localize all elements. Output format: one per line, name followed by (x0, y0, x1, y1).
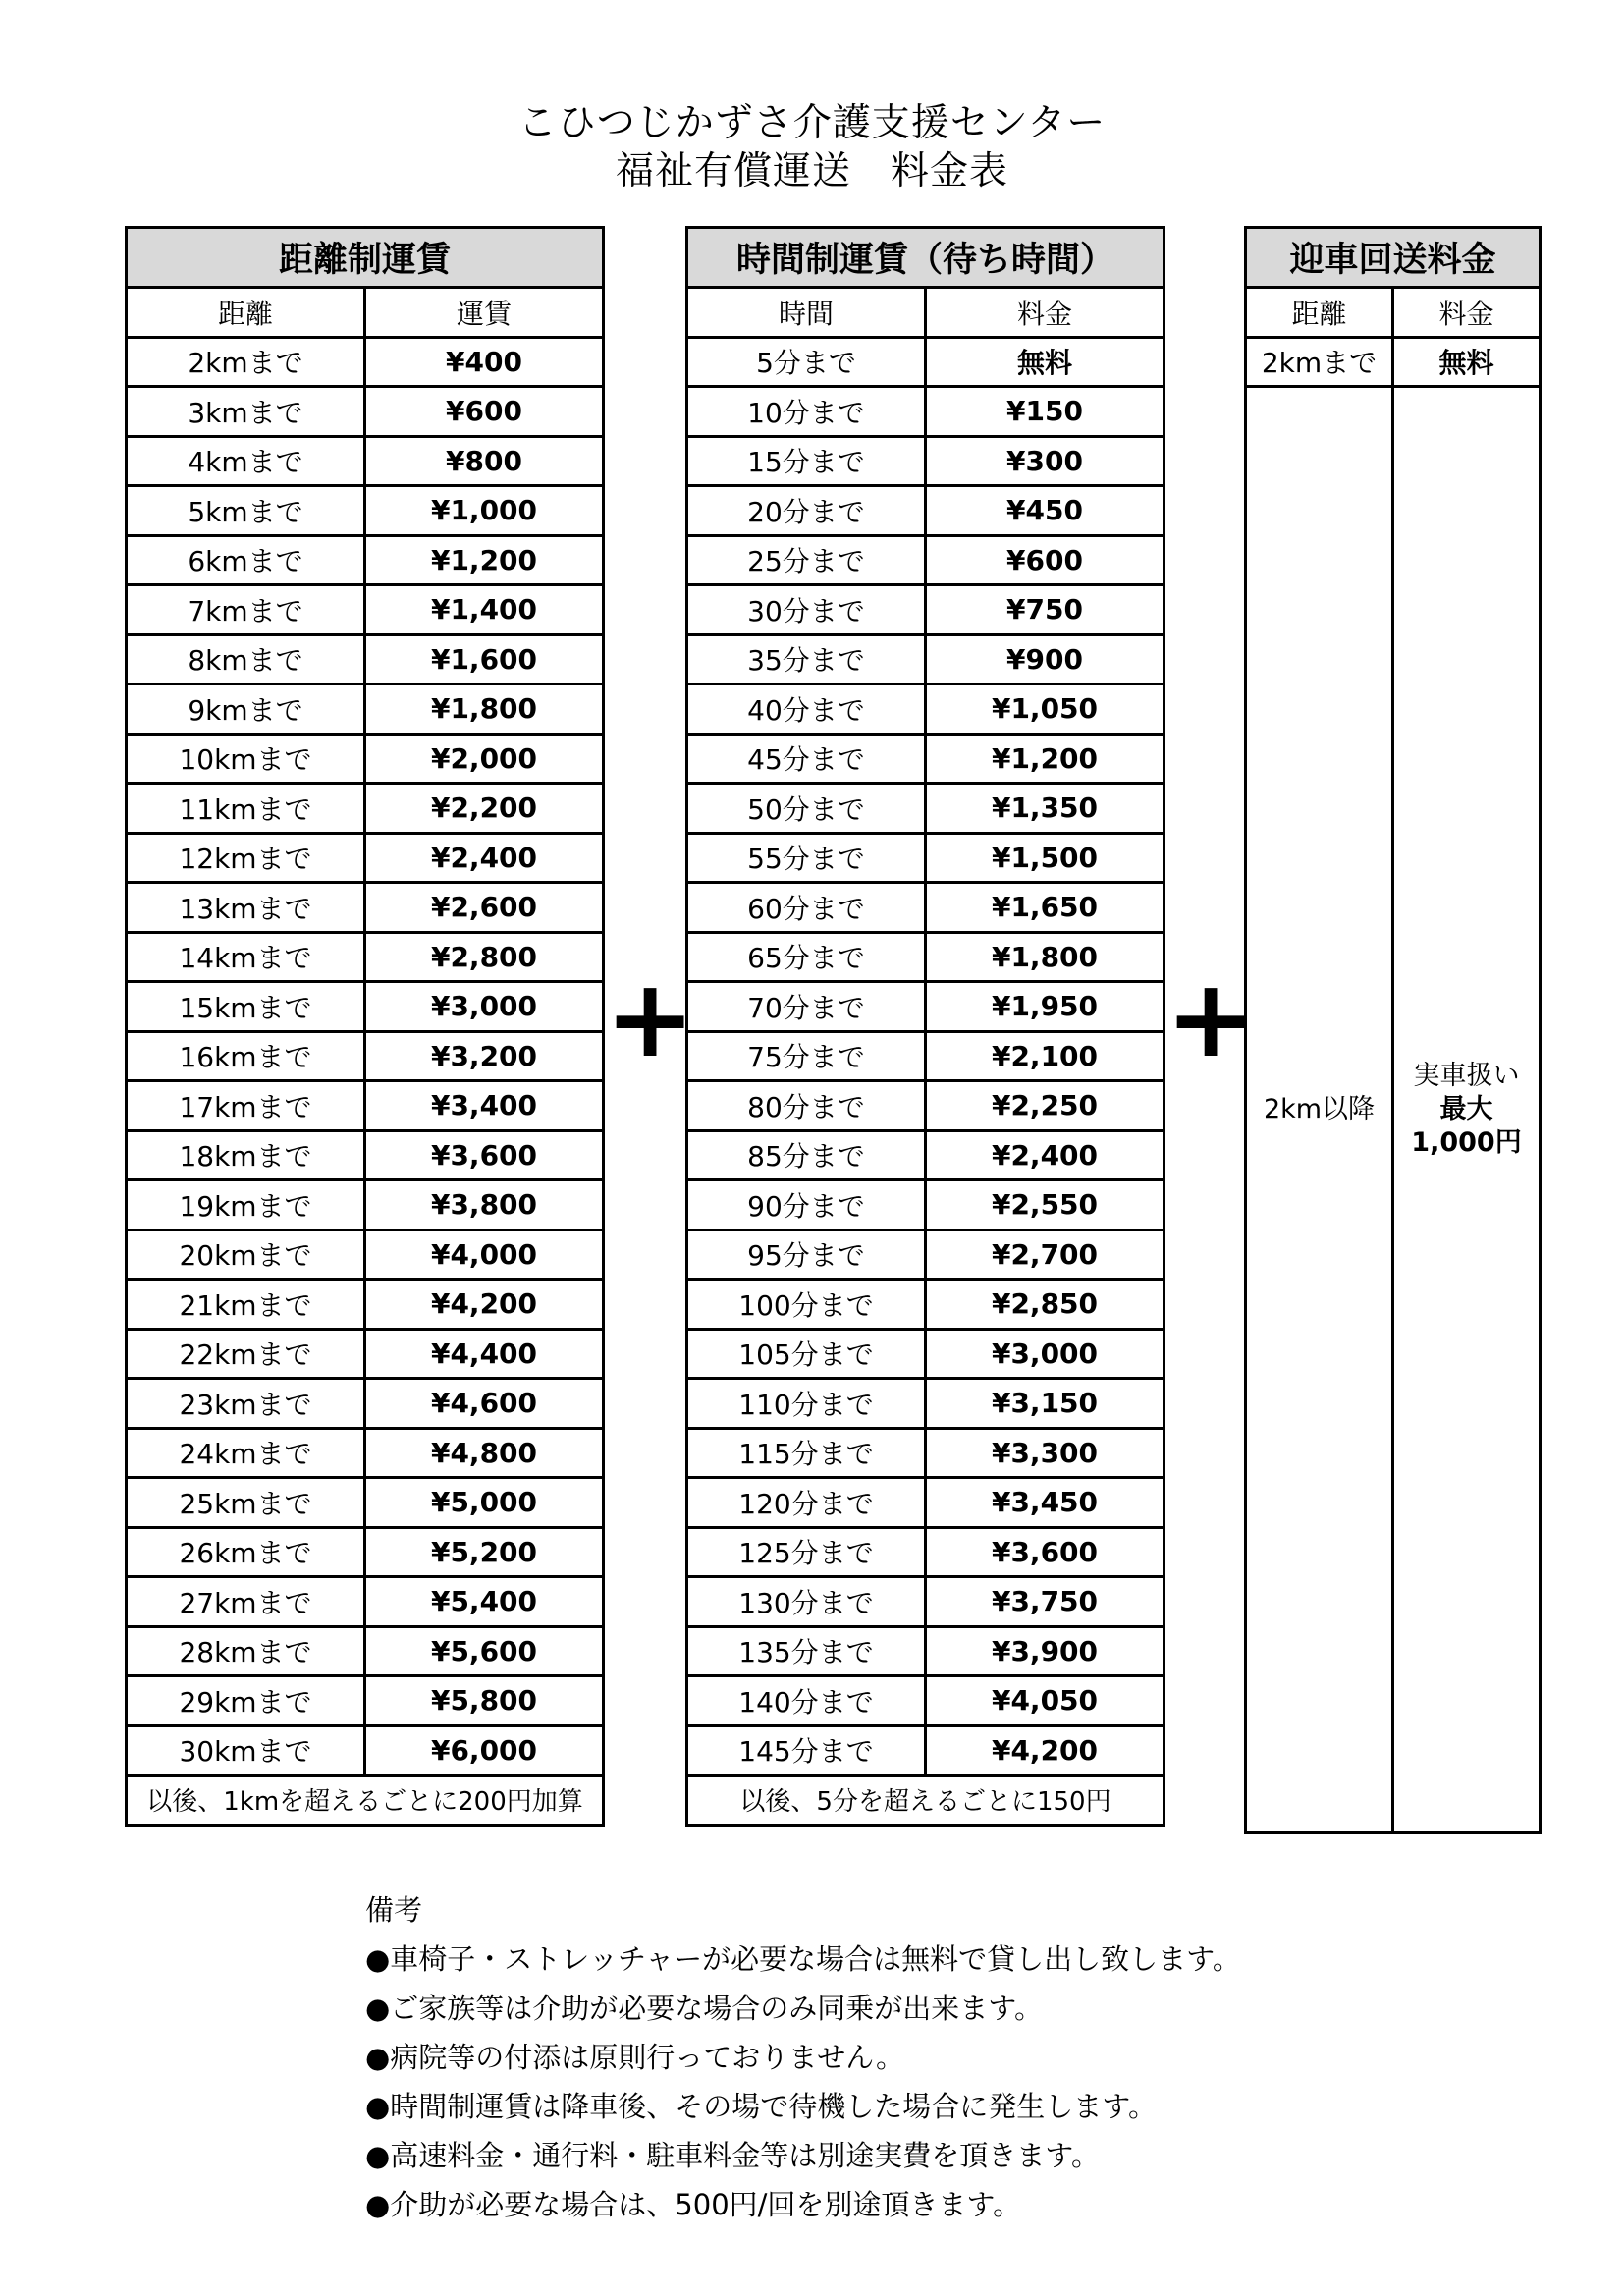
fare-cell: ¥1,400 (365, 585, 604, 635)
time-cell: 55分まで (687, 833, 926, 883)
time-cell: 90分まで (687, 1180, 926, 1230)
time-fare-cell: ¥1,050 (926, 684, 1164, 735)
distance-cell: 27kmまで (127, 1577, 365, 1627)
time-cell: 110分まで (687, 1379, 926, 1429)
time-cell: 60分まで (687, 883, 926, 933)
time-cell: 100分まで (687, 1280, 926, 1330)
table-row (687, 337, 1164, 387)
fare-cell: ¥1,600 (365, 634, 604, 684)
distance-cell: 18kmまで (127, 1130, 365, 1180)
table-row (687, 1130, 1164, 1180)
time-cell: 65分まで (687, 932, 926, 982)
table-row (687, 486, 1164, 536)
time-fare-cell: ¥2,400 (926, 1130, 1164, 1180)
time-cell: 5分まで (687, 337, 926, 387)
pickup-fee-cell: 無料 (1393, 337, 1541, 387)
plus-icon: + (1165, 956, 1257, 1081)
fare-cell: ¥2,400 (365, 833, 604, 883)
time-cell: 145分まで (687, 1725, 926, 1776)
time-fare-header: 時間制運賃（待ち時間） (687, 228, 1164, 288)
time-fare-cell: ¥4,050 (926, 1676, 1164, 1726)
table-row (127, 337, 604, 387)
table-footer-note: 以後、1kmを超えるごとに200円加算 (127, 1776, 604, 1826)
pickup-fee-beyond-cell (1393, 387, 1541, 1833)
note-item: ●介助が必要な場合は、500円/回を別途頂きます。 (365, 2188, 1022, 2221)
distance-cell: 12kmまで (127, 833, 365, 883)
time-fare-cell: ¥900 (926, 634, 1164, 684)
note-item: ●時間制運賃は降車後、その場で待機した場合に発生します。 (365, 2090, 1157, 2123)
time-cell: 140分まで (687, 1676, 926, 1726)
table-row (127, 1626, 604, 1676)
distance-cell: 17kmまで (127, 1081, 365, 1131)
table-row (687, 1626, 1164, 1676)
distance-cell: 5kmまで (127, 486, 365, 536)
time-cell: 130分まで (687, 1577, 926, 1627)
table-row (687, 1577, 1164, 1627)
time-fare-cell: ¥3,750 (926, 1577, 1164, 1627)
table-row (687, 982, 1164, 1032)
table-row (687, 1676, 1164, 1726)
time-cell: 75分まで (687, 1031, 926, 1081)
time-fare-cell: ¥150 (926, 387, 1164, 437)
table-row (127, 634, 604, 684)
table-row (687, 1725, 1164, 1776)
time-cell: 120分まで (687, 1478, 926, 1528)
distance-cell: 29kmまで (127, 1676, 365, 1726)
time-cell: 95分まで (687, 1230, 926, 1280)
table-row (127, 784, 604, 834)
time-cell: 80分まで (687, 1081, 926, 1131)
distance-fare-header: 距離制運賃 (127, 228, 604, 288)
fare-column-header: 運賃 (365, 288, 604, 338)
table-row (127, 535, 604, 585)
fare-cell: ¥5,200 (365, 1527, 604, 1577)
time-fare-cell: ¥1,500 (926, 833, 1164, 883)
pickup-fee-table (1244, 226, 1542, 1834)
table-row (127, 1577, 604, 1627)
table-footer-note: 以後、5分を超えるごとに150円 (687, 1776, 1164, 1826)
time-fare-cell: ¥2,100 (926, 1031, 1164, 1081)
fare-cell: ¥1,200 (365, 535, 604, 585)
pickup-fee-beyond-line3: 1,000円 (1411, 1127, 1522, 1158)
table-row (687, 1280, 1164, 1330)
time-fare-cell: ¥1,800 (926, 932, 1164, 982)
table-row (127, 1031, 604, 1081)
table-row (687, 833, 1164, 883)
distance-cell: 3kmまで (127, 387, 365, 437)
time-cell: 10分まで (687, 387, 926, 437)
pickup-distance-column-header: 距離 (1246, 288, 1393, 338)
fare-cell: ¥2,000 (365, 734, 604, 784)
distance-cell: 26kmまで (127, 1527, 365, 1577)
time-fare-cell: ¥300 (926, 436, 1164, 486)
distance-cell: 13kmまで (127, 883, 365, 933)
time-cell: 45分まで (687, 734, 926, 784)
time-fare-cell: ¥750 (926, 585, 1164, 635)
table-row (687, 634, 1164, 684)
table-row (687, 932, 1164, 982)
table-row (127, 833, 604, 883)
fare-cell: ¥2,200 (365, 784, 604, 834)
distance-cell: 14kmまで (127, 932, 365, 982)
table-row (127, 883, 604, 933)
table-row (127, 1676, 604, 1726)
table-row (127, 982, 604, 1032)
table-row (687, 1379, 1164, 1429)
fare-cell: ¥4,600 (365, 1379, 604, 1429)
fare-cell: ¥2,600 (365, 883, 604, 933)
table-row (127, 1130, 604, 1180)
table-footer-row (127, 1776, 604, 1826)
time-cell: 50分まで (687, 784, 926, 834)
plus-icon: + (605, 956, 696, 1081)
distance-cell: 23kmまで (127, 1379, 365, 1429)
time-fare-cell: ¥4,200 (926, 1725, 1164, 1776)
pickup-fee-column-header: 料金 (1393, 288, 1541, 338)
table-row (127, 1725, 604, 1776)
table-row (127, 1379, 604, 1429)
table-row (687, 883, 1164, 933)
table-row (687, 1428, 1164, 1478)
fare-cell: ¥4,800 (365, 1428, 604, 1478)
distance-cell: 7kmまで (127, 585, 365, 635)
table-row (687, 1478, 1164, 1528)
time-cell: 135分まで (687, 1626, 926, 1676)
pickup-fee-beyond-line1: 実車扱い (1413, 1061, 1520, 1091)
distance-cell: 2kmまで (127, 337, 365, 387)
time-fare-cell: ¥3,450 (926, 1478, 1164, 1528)
time-cell: 85分まで (687, 1130, 926, 1180)
page-title: こひつじかずさ介護支援センター (517, 101, 1107, 145)
time-fare-cell: ¥1,200 (926, 734, 1164, 784)
time-fare-column-header: 料金 (926, 288, 1164, 338)
time-fare-cell: ¥3,300 (926, 1428, 1164, 1478)
distance-cell: 8kmまで (127, 634, 365, 684)
time-fare-cell: ¥2,250 (926, 1081, 1164, 1131)
table-row (127, 1527, 604, 1577)
time-cell: 125分まで (687, 1527, 926, 1577)
table-row (687, 1180, 1164, 1230)
table-row (127, 436, 604, 486)
fare-cell: ¥3,600 (365, 1130, 604, 1180)
fare-cell: ¥5,400 (365, 1577, 604, 1627)
distance-cell: 6kmまで (127, 535, 365, 585)
table-row (127, 387, 604, 437)
time-fare-cell: ¥3,000 (926, 1329, 1164, 1379)
table-row (127, 1230, 604, 1280)
fare-cell: ¥4,000 (365, 1230, 604, 1280)
distance-cell: 24kmまで (127, 1428, 365, 1478)
time-fare-table (685, 226, 1165, 1827)
time-fare-cell: ¥1,350 (926, 784, 1164, 834)
time-fare-cell: ¥600 (926, 535, 1164, 585)
fare-cell: ¥400 (365, 337, 604, 387)
table-row (127, 684, 604, 735)
fare-cell: ¥800 (365, 436, 604, 486)
table-row (687, 436, 1164, 486)
note-item: ●病院等の付添は原則行っておりません。 (365, 2041, 905, 2074)
distance-cell: 4kmまで (127, 436, 365, 486)
distance-cell: 30kmまで (127, 1725, 365, 1776)
table-row (127, 1280, 604, 1330)
table-row (127, 1478, 604, 1528)
distance-cell: 11kmまで (127, 784, 365, 834)
time-cell: 30分まで (687, 585, 926, 635)
time-fare-cell: ¥1,950 (926, 982, 1164, 1032)
table-row (127, 932, 604, 982)
time-fare-cell: ¥450 (926, 486, 1164, 536)
fare-cell: ¥5,800 (365, 1676, 604, 1726)
distance-cell: 9kmまで (127, 684, 365, 735)
distance-fare-table (125, 226, 605, 1827)
table-row (687, 1081, 1164, 1131)
table-row (687, 1329, 1164, 1379)
time-fare-cell: ¥2,850 (926, 1280, 1164, 1330)
table-row (687, 734, 1164, 784)
time-fare-cell: ¥3,150 (926, 1379, 1164, 1429)
distance-cell: 15kmまで (127, 982, 365, 1032)
time-cell: 105分まで (687, 1329, 926, 1379)
pickup-distance-beyond-cell: 2km以降 (1246, 387, 1393, 1833)
fare-cell: ¥4,200 (365, 1280, 604, 1330)
time-cell: 15分まで (687, 436, 926, 486)
time-cell: 70分まで (687, 982, 926, 1032)
table-row (127, 1329, 604, 1379)
time-fare-cell: ¥1,650 (926, 883, 1164, 933)
table-row (687, 585, 1164, 635)
note-item: ●車椅子・ストレッチャーが必要な場合は無料で貸し出し致します。 (365, 1942, 1241, 1976)
distance-cell: 20kmまで (127, 1230, 365, 1280)
time-fare-cell: 無料 (926, 337, 1164, 387)
notes-section (365, 1886, 1241, 2229)
table-row (127, 585, 604, 635)
distance-cell: 16kmまで (127, 1031, 365, 1081)
pickup-fee-beyond-line2: 最大 (1439, 1094, 1493, 1124)
table-row (687, 387, 1164, 437)
note-item: ●ご家族等は介助が必要な場合のみ同乗が出来ます。 (365, 1992, 1043, 2025)
fare-cell: ¥4,400 (365, 1329, 604, 1379)
table-footer-row (687, 1776, 1164, 1826)
time-cell: 115分まで (687, 1428, 926, 1478)
table-row (687, 1527, 1164, 1577)
fare-cell: ¥600 (365, 387, 604, 437)
distance-cell: 19kmまで (127, 1180, 365, 1230)
fare-cell: ¥3,200 (365, 1031, 604, 1081)
fare-cell: ¥5,000 (365, 1478, 604, 1528)
table-row (687, 684, 1164, 735)
table-row (127, 734, 604, 784)
fare-cell: ¥3,000 (365, 982, 604, 1032)
page-subtitle: 福祉有償運送 料金表 (615, 149, 1008, 193)
pickup-fee-header: 迎車回送料金 (1246, 228, 1541, 288)
time-fare-cell: ¥2,550 (926, 1180, 1164, 1230)
distance-column-header: 距離 (127, 288, 365, 338)
table-row (687, 784, 1164, 834)
table-row (687, 1031, 1164, 1081)
time-cell: 25分まで (687, 535, 926, 585)
time-fare-cell: ¥3,900 (926, 1626, 1164, 1676)
time-fare-cell: ¥3,600 (926, 1527, 1164, 1577)
notes-list (365, 1935, 1241, 2229)
time-cell: 40分まで (687, 684, 926, 735)
distance-cell: 22kmまで (127, 1329, 365, 1379)
fare-cell: ¥1,800 (365, 684, 604, 735)
pickup-distance-cell: 2kmまで (1246, 337, 1393, 387)
table-row (127, 1428, 604, 1478)
distance-cell: 25kmまで (127, 1478, 365, 1528)
fare-cell: ¥6,000 (365, 1725, 604, 1776)
fare-cell: ¥5,600 (365, 1626, 604, 1676)
fare-cell: ¥2,800 (365, 932, 604, 982)
time-cell: 35分まで (687, 634, 926, 684)
notes-heading: 備考 (365, 1893, 423, 1927)
time-cell: 20分まで (687, 486, 926, 536)
fare-cell: ¥3,400 (365, 1081, 604, 1131)
time-column-header: 時間 (687, 288, 926, 338)
table-row (687, 535, 1164, 585)
table-row (127, 486, 604, 536)
distance-cell: 28kmまで (127, 1626, 365, 1676)
table-row (687, 1230, 1164, 1280)
distance-cell: 21kmまで (127, 1280, 365, 1330)
fare-cell: ¥1,000 (365, 486, 604, 536)
time-fare-cell: ¥2,700 (926, 1230, 1164, 1280)
fare-cell: ¥3,800 (365, 1180, 604, 1230)
distance-cell: 10kmまで (127, 734, 365, 784)
note-item: ●高速料金・通行料・駐車料金等は別途実費を頂きます。 (365, 2139, 1100, 2172)
table-row (127, 1180, 604, 1230)
table-row (127, 1081, 604, 1131)
